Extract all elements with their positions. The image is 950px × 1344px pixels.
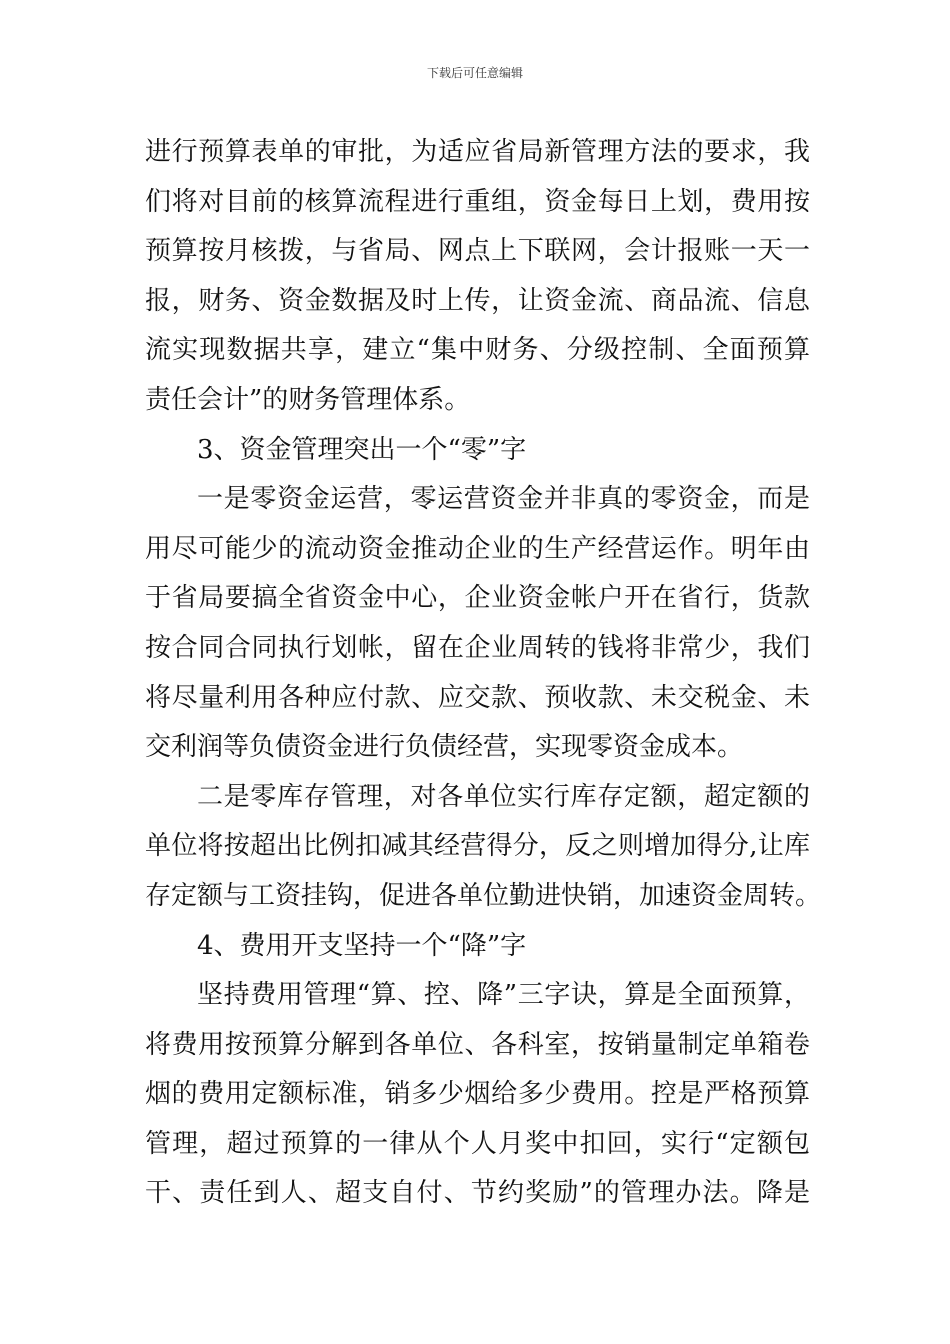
- text-line: 管理，超过预算的一律从个人月奖中扣回，实行“定额包: [145, 1128, 810, 1159]
- text-line: 二是零库存管理，对各单位实行库存定额，超定额的: [197, 781, 810, 812]
- text-line: 报，财务、资金数据及时上传，让资金流、商品流、信息: [145, 285, 810, 316]
- text-line: 单位将按超出比例扣减其经营得分，反之则增加得分,让库: [145, 831, 810, 862]
- text-line: 存定额与工资挂钩，促进各单位勤进快销，加速资金周转。: [145, 880, 822, 911]
- text-line: 4、费用开支坚持一个“降”字: [197, 930, 527, 961]
- text-line: 一是零资金运营，零运营资金并非真的零资金，而是: [197, 484, 810, 515]
- text-line: 责任会计”的财务管理体系。: [145, 384, 471, 415]
- text-line: 于省局要搞全省资金中心，企业资金帐户开在省行，货款: [145, 583, 810, 614]
- text-line: 用尽可能少的流动资金推动企业的生产经营运作。明年由: [145, 533, 810, 564]
- text-line: 将费用按预算分解到各单位、各科室，按销量制定单箱卷: [145, 1029, 810, 1060]
- text-line: 干、责任到人、超支自付、节约奖励”的管理办法。降是: [145, 1178, 810, 1209]
- body-text: [145, 128, 822, 1219]
- text-line: 流实现数据共享，建立“集中财务、分级控制、全面预算: [145, 335, 810, 366]
- text-line: 坚持费用管理“算、控、降”三字诀，算是全面预算，: [197, 980, 810, 1011]
- text-line: 进行预算表单的审批，为适应省局新管理方法的要求，我: [145, 137, 810, 167]
- text-line: 们将对目前的核算流程进行重组，资金每日上划，费用按: [145, 186, 810, 217]
- text-line: 将尽量利用各种应付款、应交款、预收款、未交税金、未: [145, 682, 810, 713]
- text-line: 预算按月核拨，与省局、网点上下联网，会计报账一天一: [145, 236, 810, 267]
- text-line: 3、资金管理突出一个“零”字: [197, 434, 527, 465]
- text-line: 交利润等负债资金进行负债经营，实现零资金成本。: [145, 732, 744, 763]
- text-line: 烟的费用定额标准，销多少烟给多少费用。控是严格预算: [145, 1079, 810, 1110]
- page-header: 下载后可任意编辑: [426, 66, 523, 80]
- text-line: 按合同合同执行划帐，留在企业周转的钱将非常少，我们: [145, 632, 810, 663]
